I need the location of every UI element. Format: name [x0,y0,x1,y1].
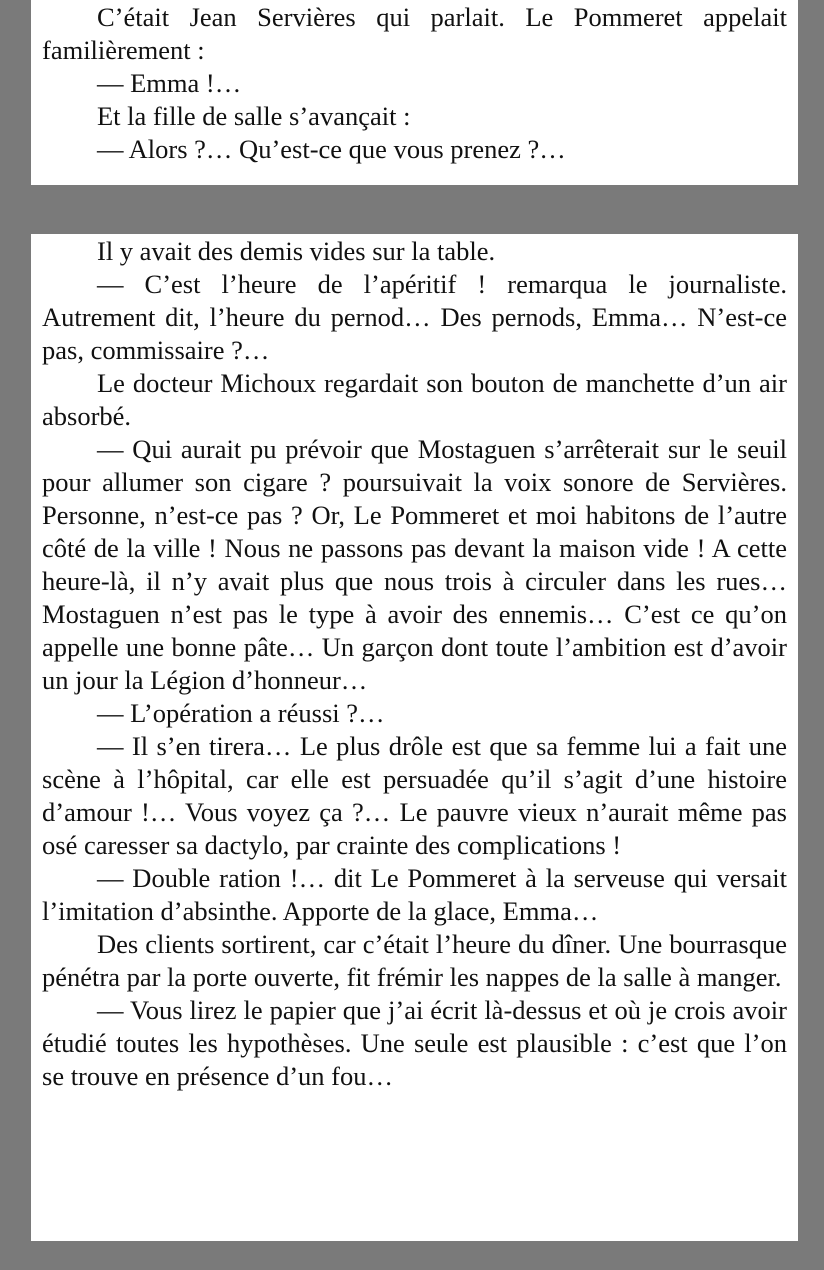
paragraph: Il y avait des demis vides sur la table. [97,236,496,266]
paragraph: — Alors ?… Qu’est-ce que vous prenez ?… [97,134,566,164]
paragraph: — Vous lirez le papier que j’ai écrit là-dessus et où je crois avoir étudié toutes les hypothèses. Une seule est plausible : c’est que l’on se trouve en présence d’un fou… [42,995,787,1091]
reader-page-top [31,0,798,185]
paragraph: Et la fille de salle s’avançait : [97,101,411,131]
page-text [42,235,787,1093]
paragraph: — Il s’en tirera… Le plus drôle est que sa femme lui a fait une scène à l’hôpital, car elle est persuadée qu’il s’agit d’une histoire d’amour !… Vous voyez ça ?… Le pauvre vieux n’aurait même pas osé caresser sa dactylo, par crainte des complications ! [42,731,787,860]
paragraph: — Emma !… [97,68,242,98]
reader-page-bottom [31,234,798,1241]
page-text [42,1,787,166]
paragraph: C’était Jean Servières qui parlait. Le Pommeret appelait familièrement : [42,2,787,65]
paragraph: Des clients sortirent, car c’était l’heure du dîner. Une bourrasque pénétra par la porte ouverte, fit frémir les nappes de la salle à manger. [42,929,787,992]
paragraph: — Double ration !… dit Le Pommeret à la serveuse qui versait l’imitation d’absinthe. Apporte de la glace, Emma… [42,863,787,926]
paragraph: — L’opération a réussi ?… [97,698,385,728]
paragraph: — C’est l’heure de l’apéritif ! remarqua le journaliste. Autrement dit, l’heure du pernod… Des pernods, Emma… N’est-ce pas, commissaire ?… [42,269,787,365]
paragraph: Le docteur Michoux regardait son bouton de manchette d’un air absorbé. [42,368,787,431]
paragraph: — Qui aurait pu prévoir que Mostaguen s’arrêterait sur le seuil pour allumer son cigare ? poursuivait la voix sonore de Servières. Personne, n’est-ce pas ? Or, Le Pommeret et moi habitons de l’autre côté de la ville ! Nous ne passons pas devant la maison vide ! A cette heure-là, il n’y avait plus que nous trois à circuler dans les rues… Mostaguen n’est pas le type à avoir des ennemis… C’est ce qu’on appelle une bonne pâte… Un garçon dont toute l’ambition est d’avoir un jour la Légion d’honneur… [42,434,787,695]
